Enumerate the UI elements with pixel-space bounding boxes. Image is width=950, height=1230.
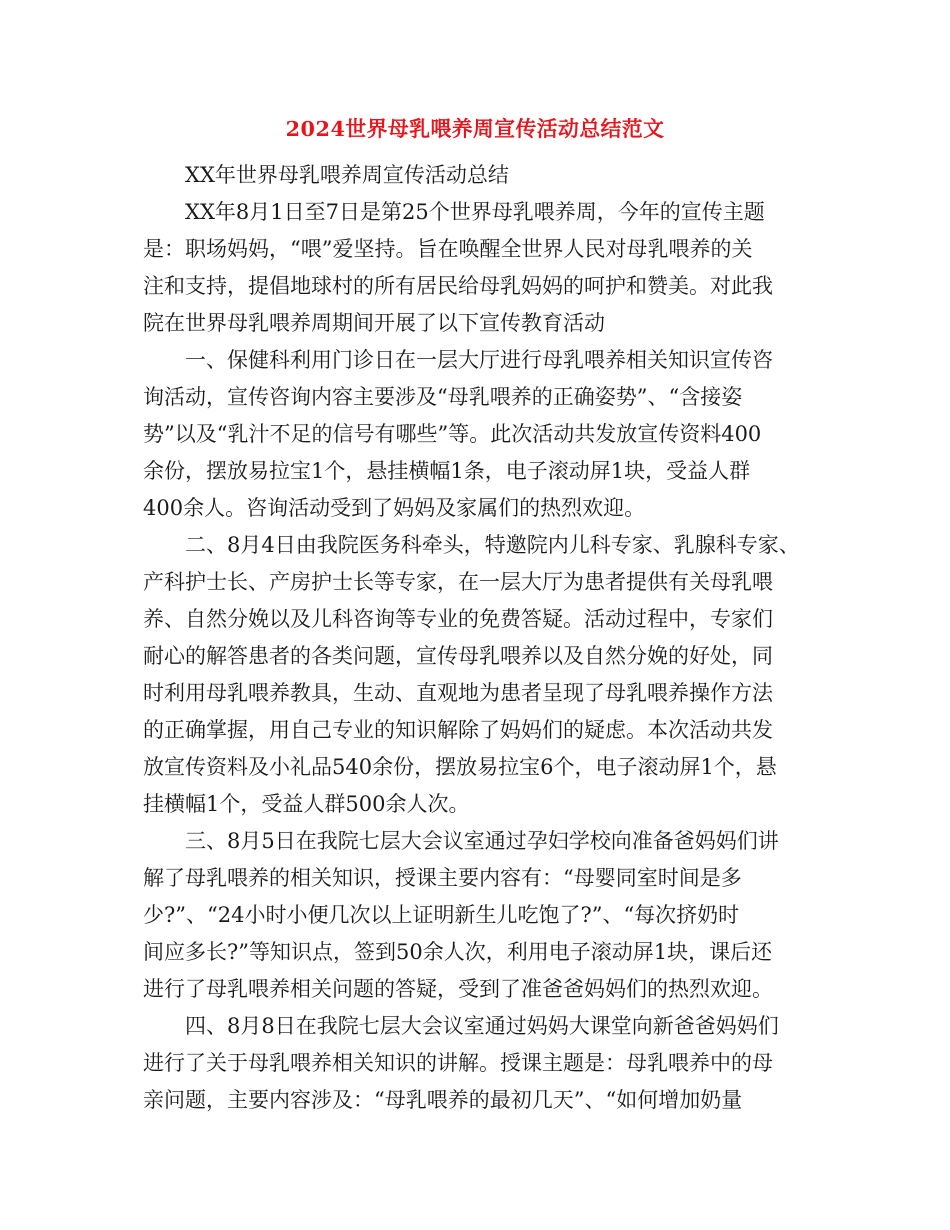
text-line: 亲问题，主要内容涉及：“母乳喂养的最初几天”、“如何增加奶量 xyxy=(143,1088,743,1112)
text-line: 养、自然分娩以及儿科咨询等专业的免费答疑。活动过程中，专家们 xyxy=(143,607,773,631)
text-line: 进行了关于母乳喂养相关知识的讲解。授课主题是：母乳喂养中的母 xyxy=(143,1051,773,1075)
text-line: 进行了母乳喂养相关问题的答疑，受到了准爸爸妈妈们的热烈欢迎。 xyxy=(143,977,773,1001)
text-line: XX年8月1日至7日是第25个世界母乳喂养周，今年的宣传主题 xyxy=(185,200,765,224)
text-line: 时利用母乳喂养教具，生动、直观地为患者呈现了母乳喂养操作方法 xyxy=(143,681,773,705)
text-line: 询活动，宣传咨询内容主要涉及“母乳喂养的正确姿势”、“含接姿 xyxy=(143,385,743,409)
text-line: XX年世界母乳喂养周宣传活动总结 xyxy=(185,163,509,187)
text-line: 注和支持，提倡地球村的所有居民给母乳妈妈的呵护和赞美。对此我 xyxy=(143,274,773,298)
text-line: 余份，摆放易拉宝1个，悬挂横幅1条，电子滚动屏1块，受益人群 xyxy=(143,459,751,483)
text-line: 产科护士长、产房护士长等专家，在一层大厅为患者提供有关母乳喂 xyxy=(143,570,773,594)
text-line: 是：职场妈妈，“喂”爱坚持。旨在唤醒全世界人民对母乳喂养的关 xyxy=(143,237,753,261)
text-line: 少?”、“24小时小便几次以上证明新生儿吃饱了?”、“每次挤奶时 xyxy=(143,903,740,927)
text-line: 院在世界母乳喂养周期间开展了以下宣传教育活动 xyxy=(143,311,605,335)
text-line: 二、8月4日由我院医务科牵头，特邀院内儿科专家、乳腺科专家、 xyxy=(185,533,800,557)
text-line: 的正确掌握，用自己专业的知识解除了妈妈们的疑虑。本次活动共发 xyxy=(143,718,773,742)
text-line: 三、8月5日在我院七层大会议室通过孕妇学校向准备爸妈妈们讲 xyxy=(185,829,779,853)
text-line: 放宣传资料及小礼品540余份，摆放易拉宝6个，电子滚动屏1个，悬 xyxy=(143,755,777,779)
text-line: 解了母乳喂养的相关知识，授课主要内容有：“母婴同室时间是多 xyxy=(143,866,742,890)
text-line: 耐心的解答患者的各类问题，宣传母乳喂养以及自然分娩的好处，同 xyxy=(143,644,773,668)
text-line: 一、保健科利用门诊日在一层大厅进行母乳喂养相关知识宣传咨 xyxy=(185,348,773,372)
text-line: 四、8月8日在我院七层大会议室通过妈妈大课堂向新爸爸妈妈们 xyxy=(185,1014,779,1038)
document-title: 2024世界母乳喂养周宣传活动总结范文 xyxy=(285,116,665,141)
text-line: 400余人。咨询活动受到了妈妈及家属们的热烈欢迎。 xyxy=(143,496,646,520)
text-line: 挂横幅1个，受益人群500余人次。 xyxy=(143,792,470,816)
text-line: 间应多长?”等知识点，签到50余人次，利用电子滚动屏1块，课后还 xyxy=(143,940,773,964)
text-line: 势”以及“乳汁不足的信号有哪些”等。此次活动共发放宣传资料400 xyxy=(143,422,762,446)
